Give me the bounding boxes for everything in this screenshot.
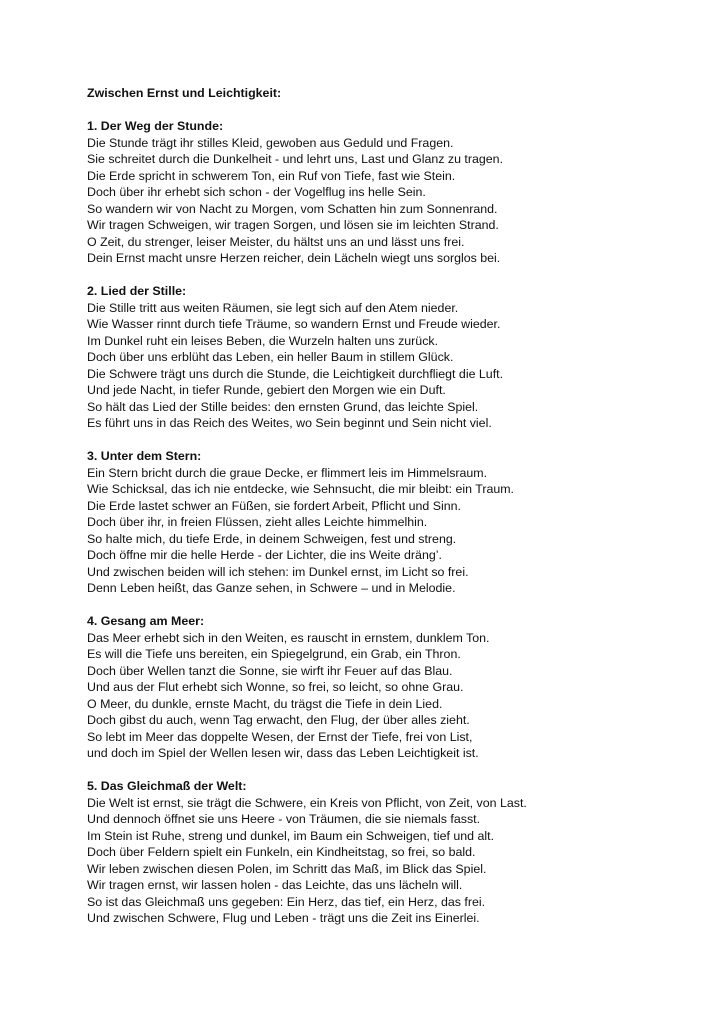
poem-line: Die Welt ist ernst, sie trägt die Schwere, ein Kreis von Pflicht, von Zeit, von Last. <box>87 795 527 810</box>
poem-line: Doch gibst du auch, wenn Tag erwacht, den Flug, der über alles zieht. <box>87 713 470 727</box>
poem-line: So halte mich, du tiefe Erde, in deinem Schweigen, fest und streng. <box>87 531 457 546</box>
poem-line: Im Stein ist Ruhe, streng und dunkel, im Baum ein Schweigen, tief und alt. <box>87 828 495 843</box>
section-heading: 4. Gesang am Meer: <box>87 614 205 628</box>
poem-line: Es will die Tiefe uns bereiten, ein Spiegelgrund, ein Grab, ein Thron. <box>87 647 461 661</box>
poem-line: Wie Wasser rinnt durch tiefe Träume, so wandern Ernst und Freude wieder. <box>87 317 501 331</box>
poem-line: Sie schreitet durch die Dunkelheit - und lehrt uns, Last und Glanz zu tragen. <box>87 152 504 166</box>
poem-line: So lebt im Meer das doppelte Wesen, der Ernst der Tiefe, frei von List, <box>87 729 473 744</box>
poem-line: Das Meer erhebt sich in den Weiten, es rauscht in ernstem, dunklem Ton. <box>87 630 490 645</box>
document-title: Zwischen Ernst und Leichtigkeit: <box>87 86 282 100</box>
poem-line: Die Stille tritt aus weiten Räumen, sie legt sich auf den Atem nieder. <box>87 300 459 315</box>
poem-line: O Zeit, du strenger, leiser Meister, du hältst uns an und lässt uns frei. <box>87 234 465 249</box>
poem-line: Und aus der Flut erhebt sich Wonne, so frei, so leicht, so ohne Grau. <box>87 680 464 694</box>
poem-line: Wir tragen ernst, wir lassen holen - das Leichte, das uns lächeln will. <box>87 878 463 892</box>
poem-line: Und zwischen Schwere, Flug und Leben - trägt uns die Zeit ins Einerlei. <box>87 911 480 925</box>
poem-line: Dein Ernst macht unsre Herzen reicher, dein Lächeln wiegt uns sorglos bei. <box>87 251 501 265</box>
poem-line: Und zwischen beiden will ich stehen: im Dunkel ernst, im Licht so frei. <box>87 564 469 579</box>
poem-line: Und dennoch öffnet sie uns Heere - von Träumen, die sie niemals fasst. <box>87 812 481 826</box>
poem-line: Doch über Wellen tanzt die Sonne, sie wirft ihr Feuer auf das Blau. <box>87 663 453 678</box>
poem-line: Doch öffne mir die helle Herde - der Lichter, die ins Weite dräng’. <box>87 548 442 562</box>
poem-line: Ein Stern bricht durch die graue Decke, er flimmert leis im Himmelsraum. <box>87 465 488 480</box>
poem-line: Wie Schicksal, das ich nie entdecke, wie Sehnsucht, die mir bleibt: ein Traum. <box>87 482 514 496</box>
poem-line: Doch über ihr erhebt sich schon - der Vogelflug ins helle Sein. <box>87 185 426 199</box>
section-heading: 3. Unter dem Stern: <box>87 449 202 463</box>
section-heading: 1. Der Weg der Stunde: <box>87 119 224 133</box>
poem-section <box>87 118 707 267</box>
poem-section <box>87 283 707 432</box>
section-heading: 5. Das Gleichmaß der Welt: <box>87 779 247 793</box>
poem-line: Die Schwere trägt uns durch die Stunde, die Leichtigkeit durchfliegt die Luft. <box>87 366 504 381</box>
poem-line: Die Stunde trägt ihr stilles Kleid, gewoben aus Geduld und Fragen. <box>87 135 454 150</box>
poem-line: Wir leben zwischen diesen Polen, im Schritt das Maß, im Blick das Spiel. <box>87 861 487 876</box>
poem-line: Und jede Nacht, in tiefer Runde, gebiert den Morgen wie ein Duft. <box>87 383 446 397</box>
poem-line: So wandern wir von Nacht zu Morgen, vom Schatten hin zum Sonnenrand. <box>87 201 498 216</box>
poem-line: O Meer, du dunkle, ernste Macht, du trägst die Tiefe in dein Lied. <box>87 696 443 711</box>
poem-section <box>87 448 707 597</box>
poem-line: Doch über Feldern spielt ein Funkeln, ein Kindheitstag, so frei, so bald. <box>87 845 476 859</box>
poem-line: und doch im Spiel der Wellen lesen wir, dass das Leben Leichtigkeit ist. <box>87 746 479 760</box>
poem-line: So hält das Lied der Stille beides: den ernsten Grund, das leichte Spiel. <box>87 399 479 414</box>
poem-line: Denn Leben heißt, das Ganze sehen, in Schwere – und in Melodie. <box>87 581 456 595</box>
section-heading: 2. Lied der Stille: <box>87 284 187 298</box>
poem-line: So ist das Gleichmaß uns gegeben: Ein Herz, das tief, ein Herz, das frei. <box>87 894 486 909</box>
poem-line: Im Dunkel ruht ein leises Beben, die Wurzeln halten uns zurück. <box>87 333 439 348</box>
poem-line: Doch über ihr, in freien Flüssen, zieht alles Leichte himmelhin. <box>87 515 428 529</box>
poem-line: Wir tragen Schweigen, wir tragen Sorgen, und lösen sie im leichten Strand. <box>87 218 499 232</box>
poem-line: Doch über uns erblüht das Leben, ein heller Baum in stillem Glück. <box>87 350 454 364</box>
poem-line: Die Erde spricht in schwerem Ton, ein Ruf von Tiefe, fast wie Stein. <box>87 168 456 183</box>
poem-sections <box>87 118 707 927</box>
poem-line: Es führt uns in das Reich des Weites, wo Sein beginnt und Sein nicht viel. <box>87 416 492 430</box>
poem-section <box>87 613 707 762</box>
poem-line: Die Erde lastet schwer an Füßen, sie fordert Arbeit, Pflicht und Sinn. <box>87 498 461 513</box>
poem-section <box>87 778 707 927</box>
document-page <box>87 85 707 927</box>
